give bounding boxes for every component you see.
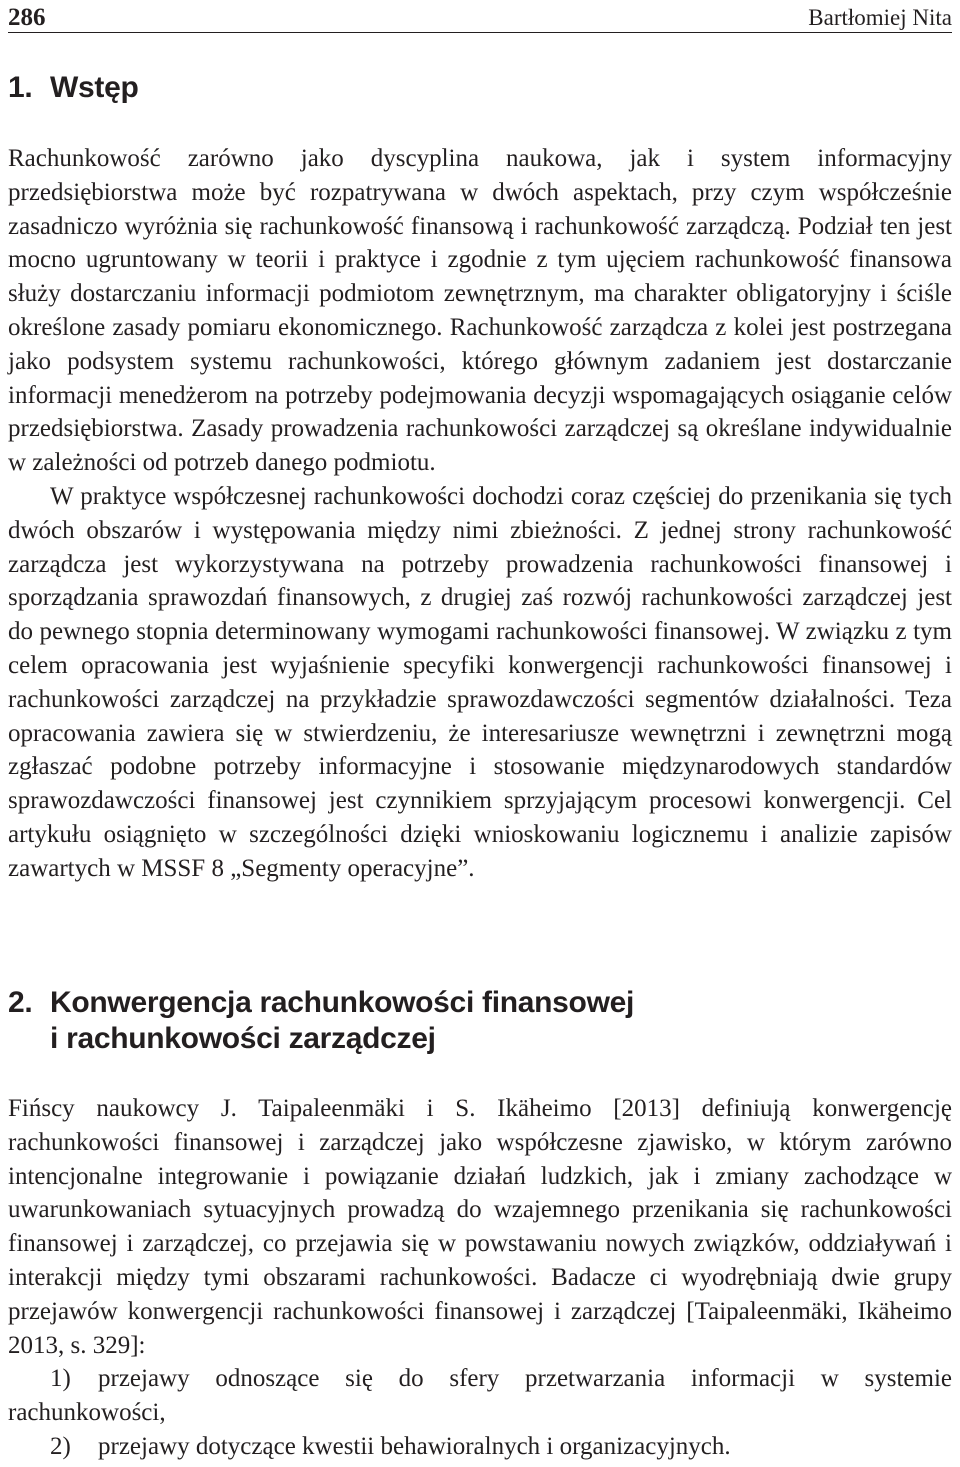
list-item-number: 1)	[50, 1365, 71, 1393]
section-2-number: 2.	[8, 986, 33, 1019]
section-2-title-line-2: i rachunkowości zarządczej	[50, 1022, 436, 1055]
section-1-title: Wstęp	[50, 71, 139, 104]
list-item-text: przejawy odnoszące się do sfery przetwarzania informacji w systemie rachunkowości,	[8, 1365, 952, 1427]
list-item	[8, 1362, 952, 1430]
section-2-list	[8, 1362, 952, 1463]
section-1-number: 1.	[8, 71, 33, 104]
running-header	[8, 4, 952, 33]
list-item	[8, 1430, 952, 1464]
section-2-paragraph: Fińscy naukowcy J. Taipaleenmäki i S. Ikäheimo [2013] definiują konwergencję rachunkowości finansowej i zarządczej jako współczesne zjawisko, w którym zarówno intencjonalne integrowanie i powiązanie działań ludzkich, jak i zmiany zachodzące w uwarunkowaniach sytuacyjnych prowadzą do wzajemnego przenikania się rachunkowości finansowej i zarządczej, co przejawia się w powstawaniu nowych związków, oddziaływań i interakcji między tymi obszarami rachunkowości. Badacze ci wyodrębniają dwie grupy przejawów konwergencji rachunkowości finansowej i zarządczej [Taipaleenmäki, Ikäheimo 2013, s. 329]:	[8, 1095, 952, 1359]
list-item-text: przejawy dotyczące kwestii behawioralnych i organizacyjnych.	[98, 1432, 731, 1460]
section-1-paragraph-1: Rachunkowość zarówno jako dyscyplina naukowa, jak i system informacyjny przedsiębiorstwa może być rozpatrywana w dwóch aspektach, przy czym współcześnie zasadniczo wyróżnia się rachunkowość finansową i rachunkowość zarządczą. Podział ten jest mocno ugruntowany w teorii i praktyce i zgodnie z tym ujęciem rachunkowość finansowa służy dostarczaniu informacji podmiotom zewnętrznym, ma charakter obligatoryjny i ściśle określone zasady pomiaru ekonomicznego. Rachunkowość zarządcza z kolei jest postrzegana jako podsystem systemu rachunkowości, którego głównym zadaniem jest dostarczanie informacji menedżerom na potrzeby podejmowania decyzji wspomagających osiąganie celów przedsiębiorstwa. Zasady prowadzenia rachunkowości zarządczej są określane indywidualnie w zależności od potrzeb danego podmiotu.	[8, 145, 952, 477]
page-number: 286	[8, 4, 46, 31]
running-author: Bartłomiej Nita	[808, 5, 952, 30]
section-1-paragraph-2: W praktyce współczesnej rachunkowości dochodzi coraz częściej do przenikania się tych dwóch obszarów i występowania między nimi zbieżności. Z jednej strony rachunkowość zarządcza jest wykorzystywana na potrzeby prowadzenia rachunkowości finansowej i sporządzania sprawozdań finansowych, z drugiej zaś rozwój rachunkowości zarządczej jest do pewnego stopnia determinowany wymogami rachunkowości finansowej. W związku z tym celem opracowania jest wyjaśnienie specyfiki konwergencji rachunkowości finansowej i rachunkowości zarządczej na przykładzie sprawozdawczości segmentów działalności. Teza opracowania zawiera się w stwierdzeniu, że interesariusze wewnętrzni i zewnętrzni mogą zgłaszać podobne potrzeby informacyjne i stosowanie międzynarodowych standardów sprawozdawczości finansowej jest czynnikiem sprzyjającym procesowi konwergencji. Cel artykułu osiągnięto w szczególności dzięki wnioskowaniu logicznemu i analizie zapisów zawartych w MSSF 8 „Segmenty operacyjne”.	[8, 482, 952, 882]
section-2-heading	[8, 985, 634, 1057]
section-2-body	[8, 1092, 952, 1464]
list-item-number: 2)	[50, 1432, 71, 1460]
section-1-body	[8, 142, 952, 886]
section-2-title-line-1: Konwergencja rachunkowości finansowej	[50, 986, 635, 1019]
section-1-heading	[8, 70, 139, 106]
